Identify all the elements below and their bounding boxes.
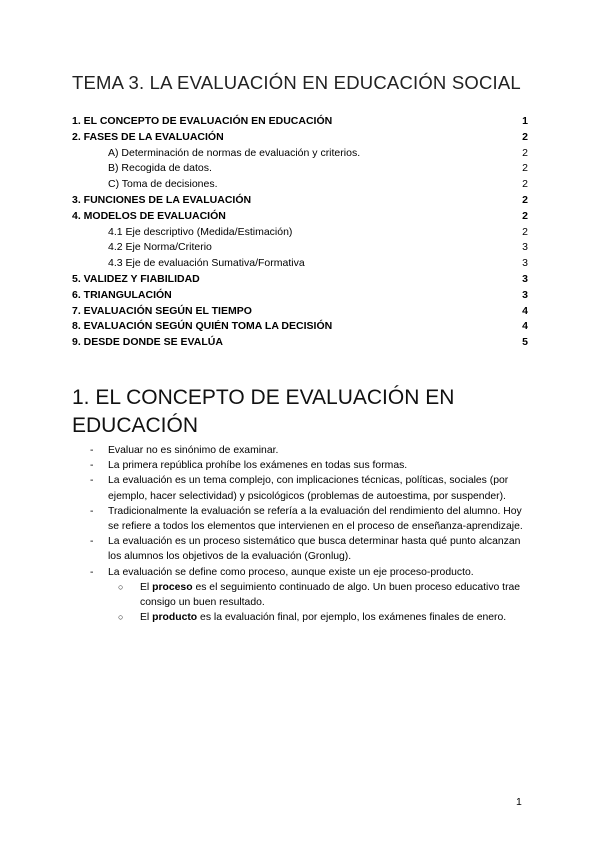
list-item xyxy=(72,565,528,626)
table-of-contents xyxy=(72,114,528,351)
bullet-text: La evaluación es un proceso sistemático que busca determinar hasta qué punto alcanzan los alumnos los objetivos de la evaluación (Gronlug). xyxy=(108,536,521,563)
section-heading: 1. EL CONCEPTO DE EVALUACIÓN EN EDUCACIÓN xyxy=(72,386,455,437)
page-title: TEMA 3. LA EVALUACIÓN EN EDUCACIÓN SOCIAL xyxy=(72,72,521,93)
toc-entry-label: 1. EL CONCEPTO DE EVALUACIÓN EN EDUCACIÓN xyxy=(72,115,333,127)
sub-bullet-list xyxy=(108,580,528,626)
dash-bullet: - xyxy=(90,445,94,456)
toc-entry-label: A) Determinación de normas de evaluación y criterios. xyxy=(108,146,361,159)
list-item xyxy=(72,473,528,503)
toc-entry[interactable] xyxy=(72,288,528,304)
toc-entry-page: 2 xyxy=(522,178,528,191)
toc-entry[interactable] xyxy=(72,161,528,177)
circle-bullet-icon: ○ xyxy=(118,612,124,623)
bullet-text: La evaluación es un tema complejo, con implicaciones técnicas, políticas, sociales (por ejemplo, hacer selectividad) y psicológicos (problemas de autoestima, por suspender). xyxy=(108,475,509,502)
dash-bullet: - xyxy=(90,460,94,472)
toc-entry-label: 9. DESDE DONDE SE EVALÚA xyxy=(72,336,223,349)
sub-text-post: es el seguimiento continuado de algo. Un buen proceso educativo trae consigo un buen resultado. xyxy=(140,581,521,609)
toc-entry-label: C) Toma de decisiones. xyxy=(108,178,218,191)
toc-entry-label: 8. EVALUACIÓN SEGÚN QUIÉN TOMA LA DECISIÓN xyxy=(72,320,333,333)
sub-text-pre: El xyxy=(140,612,153,624)
toc-entry-page: 5 xyxy=(522,336,528,349)
toc-entry[interactable] xyxy=(72,177,528,193)
toc-entry[interactable] xyxy=(72,114,528,130)
section-body xyxy=(72,443,528,625)
toc-entry[interactable] xyxy=(72,209,528,225)
toc-entry-label: 6. TRIANGULACIÓN xyxy=(72,288,172,301)
toc-entry-label: 4.3 Eje de evaluación Sumativa/Formativa xyxy=(108,257,305,270)
toc-entry-label: 4. MODELOS DE EVALUACIÓN xyxy=(72,209,226,222)
dash-bullet: - xyxy=(90,536,94,548)
toc-entry-label: 3. FUNCIONES DE LA EVALUACIÓN xyxy=(72,193,252,206)
list-item xyxy=(72,504,528,534)
bullet-text: Evaluar no es sinónimo de examinar. xyxy=(108,445,279,456)
bullet-text: Tradicionalmente la evaluación se refería a la evaluación del rendimiento del alumno. Hoy se refiere a todos los elementos que intervienen en el proceso de enseñanza-aprendizaje. xyxy=(108,505,523,533)
toc-entry-label: 4.2 Eje Norma/Criterio xyxy=(108,241,212,254)
toc-entry-page: 3 xyxy=(522,288,528,301)
sub-list-item xyxy=(108,610,528,625)
sub-text-pre: El xyxy=(140,581,153,593)
list-item xyxy=(72,443,528,458)
dash-bullet: - xyxy=(90,505,94,517)
toc-entry[interactable] xyxy=(72,225,528,241)
sub-text-bold: proceso xyxy=(152,581,193,593)
toc-entry-page: 1 xyxy=(522,115,528,127)
bullet-text: La evaluación se define como proceso, aunque existe un eje proceso-producto. xyxy=(108,566,474,578)
sub-text-bold: producto xyxy=(152,612,198,624)
toc-entry-page: 2 xyxy=(522,225,528,238)
toc-entry[interactable] xyxy=(72,319,528,335)
toc-entry-page: 2 xyxy=(522,193,528,206)
page-number: 1 xyxy=(516,796,522,808)
sub-text-post: es la evaluación final, por ejemplo, los exámenes finales de enero. xyxy=(197,612,507,624)
dash-bullet: - xyxy=(90,475,94,487)
bullet-list xyxy=(72,443,528,625)
toc-entry[interactable] xyxy=(72,146,528,162)
sub-list-item xyxy=(108,580,528,610)
toc-entry-page: 2 xyxy=(522,146,528,159)
toc-entry[interactable] xyxy=(72,256,528,272)
toc-entry-label: 2. FASES DE LA EVALUACIÓN xyxy=(72,130,224,143)
toc-entry[interactable] xyxy=(72,130,528,146)
toc-entry[interactable] xyxy=(72,304,528,320)
toc-entry-page: 4 xyxy=(522,320,528,333)
toc-entry-label: 7. EVALUACIÓN SEGÚN EL TIEMPO xyxy=(72,304,252,317)
bullet-text: La primera república prohíbe los exámenes en todas sus formas. xyxy=(108,460,408,472)
toc-entry-page: 3 xyxy=(522,241,528,254)
toc-entry-label: 5. VALIDEZ Y FIABILIDAD xyxy=(72,272,200,285)
toc-entry-page: 3 xyxy=(522,272,528,285)
toc-entry-page: 4 xyxy=(522,304,528,317)
toc-entry-label: 4.1 Eje descriptivo (Medida/Estimación) xyxy=(108,225,293,238)
toc-entry-page: 2 xyxy=(522,162,528,175)
dash-bullet: - xyxy=(90,566,94,578)
toc-entry-page: 2 xyxy=(522,209,528,222)
toc-entry[interactable] xyxy=(72,240,528,256)
toc-entry-page: 2 xyxy=(522,130,528,143)
list-item xyxy=(72,458,528,473)
toc-entry[interactable] xyxy=(72,193,528,209)
circle-bullet-icon: ○ xyxy=(118,581,124,592)
toc-entry[interactable] xyxy=(72,335,528,351)
toc-entry[interactable] xyxy=(72,272,528,288)
toc-entry-page: 3 xyxy=(522,257,528,270)
list-item xyxy=(72,534,528,564)
toc-entry-label: B) Recogida de datos. xyxy=(108,162,212,175)
